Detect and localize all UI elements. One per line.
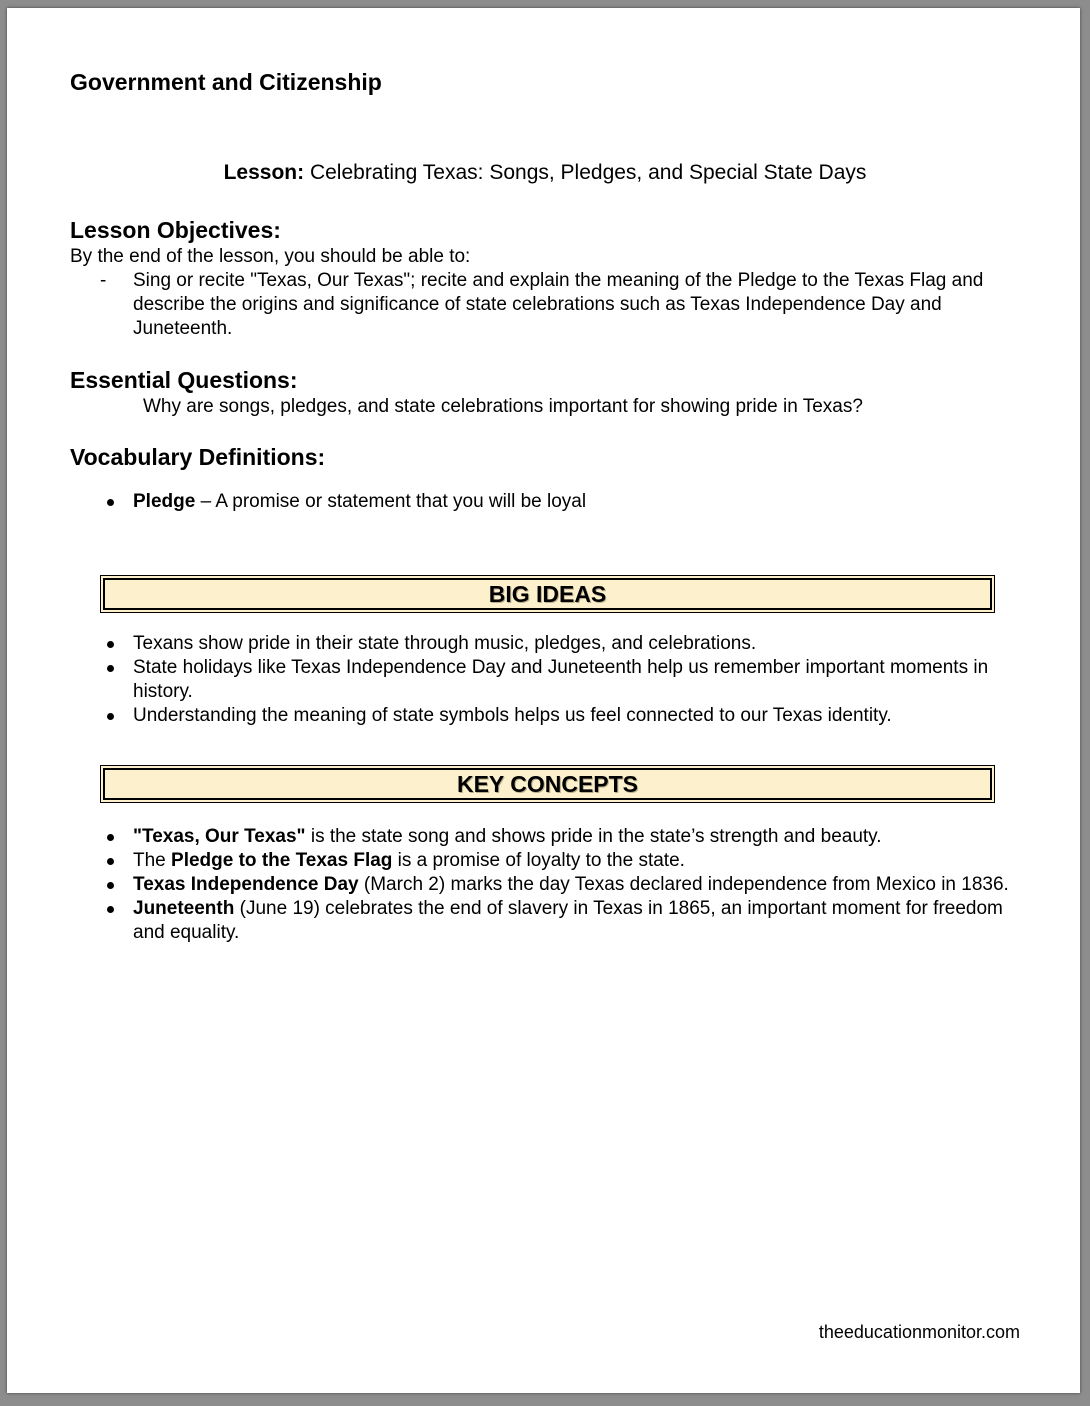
key-concept-text: (March 2) marks the day Texas declared independence from Mexico in 1836. bbox=[358, 874, 1009, 895]
objective-item-text: Sing or recite "Texas, Our Texas"; recite and explain the meaning of the Pledge to the Texas Flag and describe the origins and significance of state celebrations such as Texas Independence Day and Juneteenth. bbox=[133, 270, 984, 339]
big-idea-item bbox=[70, 656, 1020, 704]
footer-url: theeducationmonitor.com bbox=[818, 1322, 1020, 1342]
key-concept-text: is the state song and shows pride in the state’s strength and beauty. bbox=[305, 826, 882, 847]
key-concept-text: (June 19) celebrates the end of slavery in Texas in 1865, an important moment for freedom and equality. bbox=[133, 898, 1003, 943]
bullet-icon bbox=[107, 665, 114, 672]
key-concept-item bbox=[70, 825, 1020, 849]
vocabulary-heading: Vocabulary Definitions: bbox=[70, 444, 326, 470]
objective-item bbox=[70, 269, 1020, 341]
bullet-icon bbox=[107, 882, 114, 889]
big-ideas-banner-label: BIG IDEAS bbox=[103, 578, 992, 610]
bullet-icon bbox=[107, 858, 114, 865]
key-concept-item bbox=[70, 873, 1020, 897]
big-idea-item bbox=[70, 632, 1020, 656]
key-concept-item bbox=[70, 849, 1020, 873]
objectives-intro: By the end of the lesson, you should be able to: bbox=[70, 246, 471, 267]
vocabulary-definition: – A promise or statement that you will be loyal bbox=[195, 491, 587, 512]
vocabulary-item bbox=[70, 490, 1020, 514]
key-concept-term: Juneteenth bbox=[133, 898, 235, 919]
key-concept-term: "Texas, Our Texas" bbox=[133, 826, 306, 847]
key-concept-prefix: The bbox=[133, 850, 172, 871]
key-concept-item bbox=[70, 897, 1020, 945]
big-ideas-list bbox=[70, 632, 1020, 728]
objectives-list bbox=[70, 269, 1020, 341]
bullet-icon bbox=[107, 499, 114, 506]
key-concept-term: Pledge to the Texas Flag bbox=[171, 850, 393, 871]
lesson-title-line bbox=[70, 160, 1020, 186]
bullet-icon bbox=[107, 641, 114, 648]
objectives-heading: Lesson Objectives: bbox=[70, 217, 281, 243]
key-concepts-list bbox=[70, 825, 1020, 945]
key-concept-text: is a promise of loyalty to the state. bbox=[392, 850, 685, 871]
course-title: Government and Citizenship bbox=[70, 69, 382, 95]
bullet-icon bbox=[107, 713, 114, 720]
lesson-label: Lesson: bbox=[223, 161, 305, 184]
big-idea-text: Understanding the meaning of state symbols helps us feel connected to our Texas identity. bbox=[133, 705, 892, 726]
big-ideas-banner bbox=[100, 575, 995, 613]
vocabulary-term: Pledge bbox=[133, 491, 196, 512]
big-idea-text: Texans show pride in their state through music, pledges, and celebrations. bbox=[133, 633, 757, 654]
key-concept-term: Texas Independence Day bbox=[133, 874, 359, 895]
big-idea-text: State holidays like Texas Independence Day and Juneteenth help us remember important moments in history. bbox=[133, 657, 989, 702]
key-concepts-banner bbox=[100, 765, 995, 803]
vocabulary-list bbox=[70, 490, 1020, 514]
document-page bbox=[7, 8, 1080, 1393]
essential-questions-heading: Essential Questions: bbox=[70, 367, 298, 393]
big-idea-item bbox=[70, 704, 1020, 728]
key-concepts-banner-label: KEY CONCEPTS bbox=[103, 768, 992, 800]
bullet-icon bbox=[107, 834, 114, 841]
bullet-icon bbox=[107, 906, 114, 913]
lesson-title: Celebrating Texas: Songs, Pledges, and Special State Days bbox=[304, 161, 867, 184]
essential-question-text: Why are songs, pledges, and state celebrations important for showing pride in Texas? bbox=[143, 396, 863, 417]
dash-marker-icon: - bbox=[100, 270, 107, 291]
